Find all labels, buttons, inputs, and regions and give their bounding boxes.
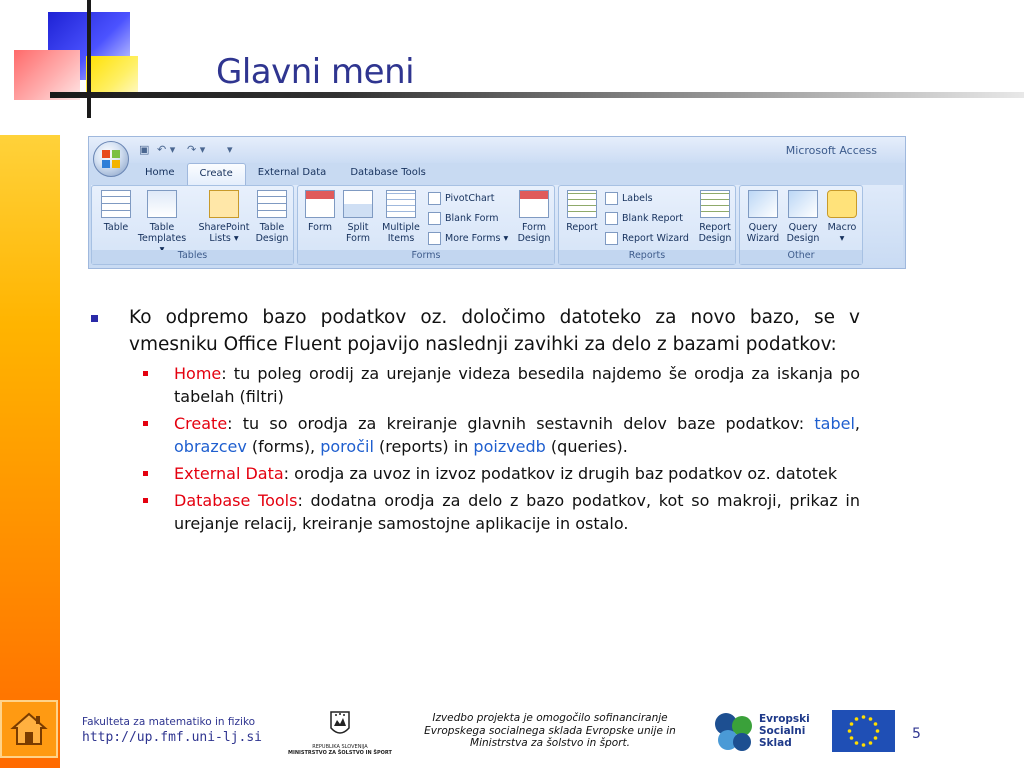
multiple-items-button[interactable]: Multiple Items: [380, 190, 422, 244]
form-icon: [305, 190, 335, 218]
blank-report-button[interactable]: Blank Report: [605, 210, 683, 226]
esf-line-3: Sklad: [759, 737, 792, 749]
office-logo-icon: [100, 148, 122, 170]
group-label-forms: Forms: [298, 250, 554, 264]
multiple-items-icon: [386, 190, 416, 218]
esf-line-1: Evropski: [759, 713, 810, 725]
term-database-tools: Database Tools: [174, 491, 298, 510]
bullet-marker: [143, 498, 148, 503]
eu-stars-icon: [832, 710, 895, 752]
labels-icon: [605, 192, 618, 205]
save-icon[interactable]: ▣: [139, 143, 150, 156]
report-wizard-button[interactable]: Report Wizard: [605, 230, 689, 246]
main-bullet: Ko odpremo bazo podatkov oz. določimo datoteko za novo bazo, se v vmesniku Office Fluent pojavijo naslednji zavihki za delo z bazami podatkov:: [90, 304, 860, 358]
more-forms-icon: [428, 232, 441, 245]
blank-form-icon: [428, 212, 441, 225]
term-tabel: tabel: [814, 414, 855, 433]
group-label-other: Other: [740, 250, 862, 264]
sharepoint-lists-icon: [209, 190, 239, 218]
report-wizard-icon: [605, 232, 618, 245]
query-wizard-button[interactable]: Query Wizard: [744, 190, 782, 244]
report-design-button[interactable]: Report Design: [695, 190, 735, 244]
sharepoint-lists-button[interactable]: SharePoint Lists ▾: [196, 190, 252, 244]
esf-logo-icon: [712, 710, 756, 754]
query-wizard-icon: [748, 190, 778, 218]
blank-form-button[interactable]: Blank Form: [428, 210, 498, 226]
tab-external-data[interactable]: External Data: [257, 167, 327, 178]
blank-report-icon: [605, 212, 618, 225]
query-design-button[interactable]: Query Design: [784, 190, 822, 244]
ribbon-titlebar: [89, 137, 905, 163]
report-icon: [567, 190, 597, 218]
table-button[interactable]: Table: [98, 190, 134, 233]
form-button[interactable]: Form: [302, 190, 338, 233]
slide-content: [90, 304, 860, 535]
access-ribbon: [88, 136, 906, 269]
term-external-data: External Data: [174, 464, 284, 483]
sub-bullet-create: Create: tu so orodja za kreiranje glavnih sestavnih delov baze podatkov: tabel, obrazcev (forms), poročil (reports) in poizvedb (queries).: [90, 412, 860, 458]
undo-icon[interactable]: ↶ ▾: [157, 143, 176, 156]
term-porocil: poročil: [320, 437, 374, 456]
faculty-name: Fakulteta za matematiko in fiziko: [82, 716, 256, 728]
report-design-icon: [700, 190, 730, 218]
slovenia-coat-of-arms-icon: [287, 710, 393, 740]
office-button[interactable]: [93, 141, 129, 177]
pivotchart-icon: [428, 192, 441, 205]
form-design-icon: [519, 190, 549, 218]
split-form-button[interactable]: Split Form: [340, 190, 376, 244]
report-button[interactable]: Report: [563, 190, 601, 233]
term-poizvedb: poizvedb: [473, 437, 546, 456]
group-label-tables: Tables: [92, 250, 293, 264]
faculty-url[interactable]: http://up.fmf.uni-lj.si: [82, 730, 263, 745]
esf-text: [759, 713, 810, 749]
slide-title: Glavni meni: [216, 52, 415, 92]
group-label-reports: Reports: [559, 250, 735, 264]
split-form-icon: [343, 190, 373, 218]
esf-line-2: Socialni: [759, 725, 806, 737]
form-design-button[interactable]: Form Design: [514, 190, 554, 244]
sub-bullet-database-tools: Database Tools: dodatna orodja za delo z bazo podatkov, kot so makroji, prikaz in urejanje relacij, kreiranje samostojne aplikacije in ostalo.: [90, 489, 860, 535]
group-tables: [91, 185, 294, 265]
pivotchart-button[interactable]: PivotChart: [428, 190, 494, 206]
decor-horizontal-line: [50, 92, 1024, 98]
tab-create[interactable]: Create: [187, 163, 246, 185]
tab-database-tools[interactable]: Database Tools: [350, 167, 426, 178]
ribbon-tabs: [133, 163, 438, 185]
more-forms-button[interactable]: More Forms ▾: [428, 230, 508, 246]
funding-note: Izvedbo projekta je omogočilo sofinanciranje Evropskega socialnega sklada Evropske unije in Ministrstva za šolstvo in šport.: [424, 712, 676, 749]
table-design-button[interactable]: Table Design: [252, 190, 292, 244]
bullet-marker: [143, 371, 148, 376]
table-icon: [101, 190, 131, 218]
query-design-icon: [788, 190, 818, 218]
ministry-line-2: MINISTRSTVO ZA ŠOLSTVO IN ŠPORT: [288, 750, 392, 756]
bullet-marker: [143, 421, 148, 426]
tab-home[interactable]: Home: [145, 167, 175, 178]
table-templates-icon: [147, 190, 177, 218]
term-home: Home: [174, 364, 222, 383]
page-number: 5: [912, 726, 921, 742]
decor-vertical-line: [87, 0, 91, 118]
bullet-square-marker: [91, 315, 98, 322]
bullet-marker: [143, 471, 148, 476]
ribbon-groups: [91, 185, 903, 267]
table-templates-button[interactable]: Table Templates: [136, 190, 188, 255]
redo-icon[interactable]: ↷ ▾: [187, 143, 206, 156]
term-create: Create: [174, 414, 228, 433]
sub-bullet-home: Home: tu poleg orodij za urejanje videza besedila najdemo še orodja za iskanja po tabelah (filtri): [90, 362, 860, 408]
side-bar: [0, 135, 60, 768]
ministry-line-1: REPUBLIKA SLOVENIJA: [312, 744, 368, 750]
ministry-logo: [287, 710, 393, 756]
sub-bullet-external-data: External Data: orodja za uvoz in izvoz podatkov iz drugih baz podatkov oz. datotek: [90, 462, 860, 485]
term-obrazcev: obrazcev: [174, 437, 247, 456]
eu-flag: [832, 710, 895, 752]
table-design-icon: [257, 190, 287, 218]
group-reports: [558, 185, 736, 265]
macro-button[interactable]: Macro ▾: [824, 190, 860, 244]
home-icon: [10, 711, 48, 747]
group-forms: [297, 185, 555, 265]
group-other: [739, 185, 863, 265]
labels-button[interactable]: Labels: [605, 190, 653, 206]
macro-scroll-icon: [827, 190, 857, 218]
app-title: Microsoft Access: [785, 144, 877, 157]
home-button[interactable]: [0, 700, 58, 758]
customize-icon[interactable]: ▾: [227, 143, 233, 156]
